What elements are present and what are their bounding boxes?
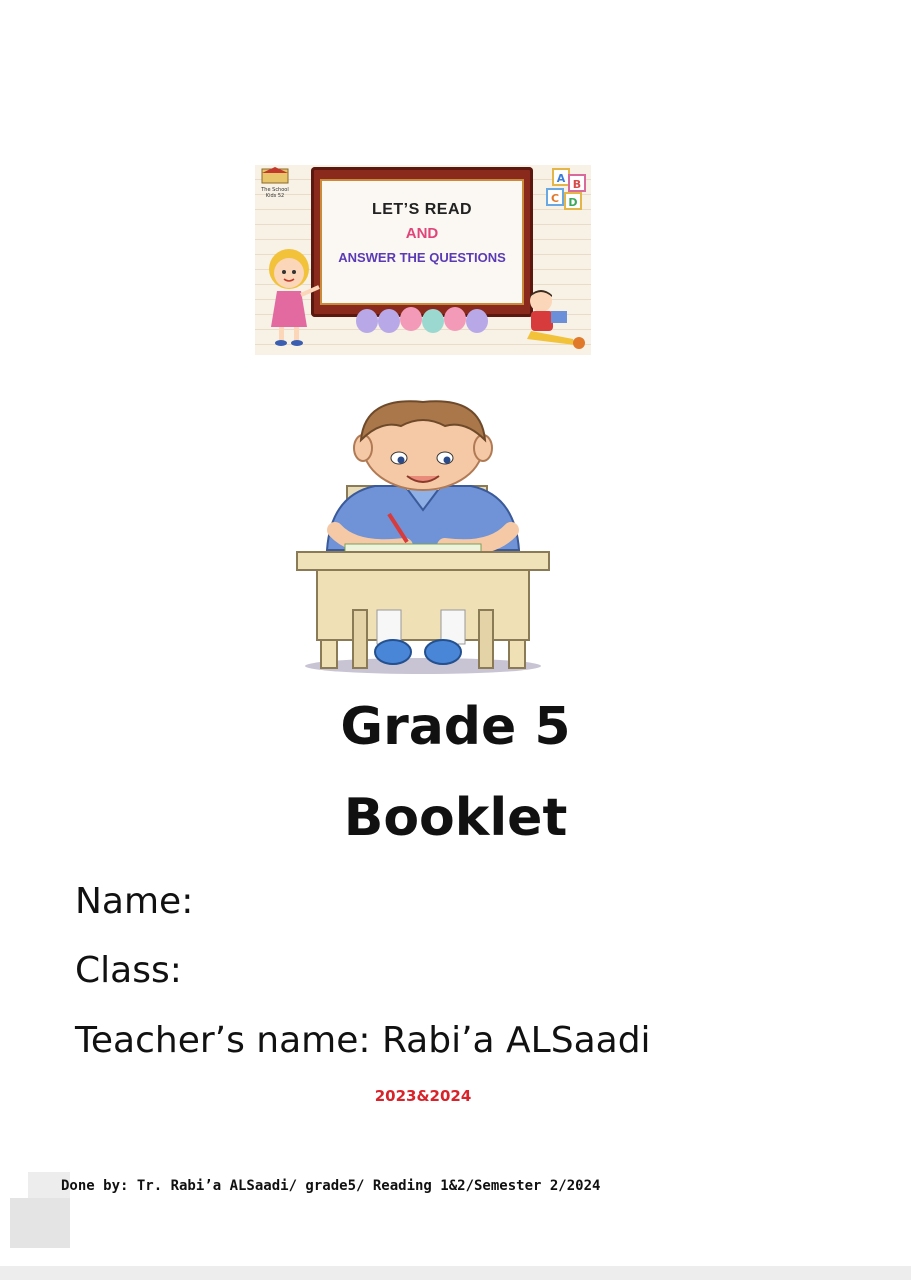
name-label: Name:: [75, 881, 194, 922]
banner-line-lets-read: LET’S READ: [371, 201, 473, 218]
academic-year: 2023&2024: [374, 1087, 472, 1105]
banner-line-answer: ANSWER THE QUESTIONS: [338, 250, 506, 265]
reading-boy-icon: [517, 287, 589, 353]
reading-banner: [255, 165, 591, 355]
svg-text:C: C: [550, 192, 560, 205]
svg-text:D: D: [568, 196, 578, 209]
girl-icon: [257, 243, 321, 353]
bottom-bar: [0, 1266, 911, 1280]
banner-board: [311, 167, 533, 317]
balloons-icon: [355, 307, 495, 341]
alphabet-blocks-icon: [543, 167, 589, 211]
boy-writing-at-desk-icon: [295, 400, 551, 675]
svg-text:A: A: [556, 172, 566, 185]
grade-title: Grade 5: [340, 697, 571, 757]
svg-text:B: B: [572, 178, 582, 191]
school-logo-icon: [260, 167, 290, 185]
banner-line-and: AND: [405, 225, 439, 242]
school-logo: [257, 167, 293, 199]
footer-credit: Done by: Tr. Rabi’a ALSaadi/ grade5/ Reading 1&2/Semester 2/2024: [61, 1178, 601, 1194]
booklet-title: Booklet: [343, 788, 568, 848]
teacher-name-line: Teacher’s name: Rabi’a ALSaadi: [75, 1020, 651, 1061]
class-label: Class:: [75, 950, 182, 991]
school-logo-text: The School Kids 52: [261, 187, 289, 199]
